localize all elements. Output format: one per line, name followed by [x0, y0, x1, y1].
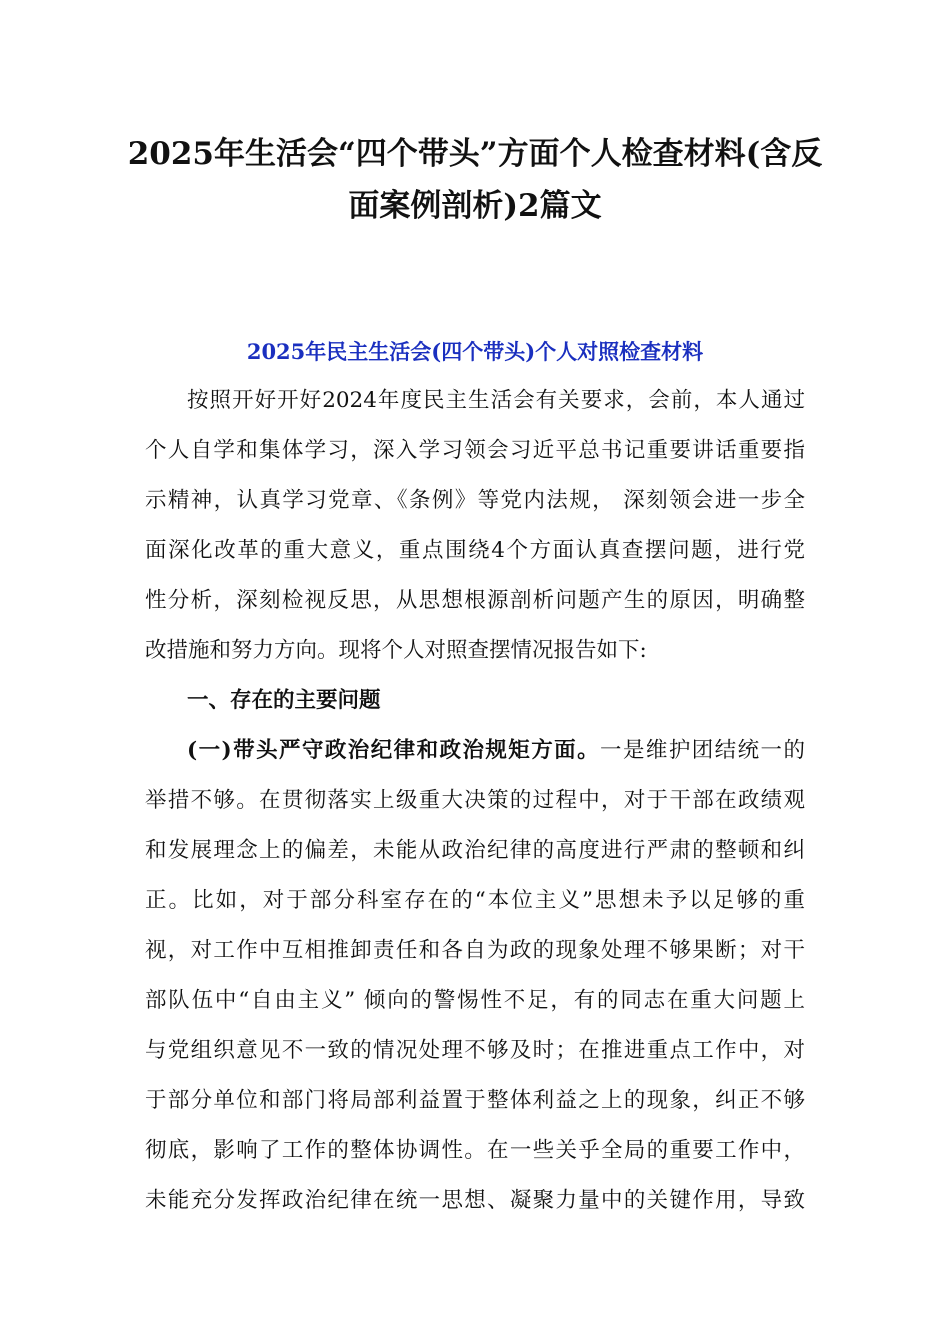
intro-line: 示精神，认真学习党章、《条例》等党内法规， 深刻领会进一步全 [145, 488, 805, 513]
point-1-line: 部队伍中“自由主义” 倾向的警惕性不足，有的同志在重大问题上 [145, 988, 805, 1013]
intro-line: 个人自学和集体学习，深入学习领会习近平总书记重要讲话重要指 [145, 438, 805, 463]
title-line-1: 2025年生活会“四个带头”方面个人检查材料(含反 [127, 136, 823, 172]
point-1-line: 和发展理念上的偏差，未能从政治纪律的高度进行严肃的整顿和纠 [145, 838, 805, 863]
intro-line: 性分析，深刻检视反思，从思想根源剖析问题产生的原因，明确整 [145, 588, 805, 613]
intro-line: 改措施和努力方向。现将个人对照查摆情况报告如下: [145, 638, 647, 663]
point-1-heading: (一)带头严守政治纪律和政治规矩方面。 [187, 738, 601, 763]
intro-line: 按照开好开好2024年度民主生活会有关要求，会前，本人通过 [187, 388, 805, 413]
point-1-line: 视，对工作中互相推卸责任和各自为政的现象处理不够果断；对干 [145, 938, 805, 963]
point-1-first-line [187, 736, 805, 766]
document-title [120, 128, 830, 232]
title-line-2: 面案例剖析)2篇文 [348, 188, 602, 224]
intro-line: 面深化改革的重大意义，重点围绕4个方面认真查摆问题，进行党 [145, 538, 805, 563]
point-1-line: 正。比如，对于部分科室存在的“本位主义”思想未予以足够的重 [145, 888, 805, 913]
point-1-first-text: 一是维护团结统一的 [600, 738, 805, 763]
point-1-line: 彻底，影响了工作的整体协调性。在一些关乎全局的重要工作中， [145, 1138, 805, 1163]
point-1-line: 与党组织意见不一致的情况处理不够及时；在推进重点工作中，对 [145, 1038, 805, 1063]
section-heading: 一、存在的主要问题 [187, 688, 381, 713]
point-1-line: 于部分单位和部门将局部利益置于整体利益之上的现象，纠正不够 [145, 1088, 805, 1113]
point-1-line: 举措不够。在贯彻落实上级重大决策的过程中，对于干部在政绩观 [145, 788, 805, 813]
document-subtitle: 2025年民主生活会(四个带头)个人对照检查材料 [246, 339, 704, 364]
point-1-line: 未能充分发挥政治纪律在统一思想、凝聚力量中的关键作用，导致 [145, 1188, 805, 1213]
